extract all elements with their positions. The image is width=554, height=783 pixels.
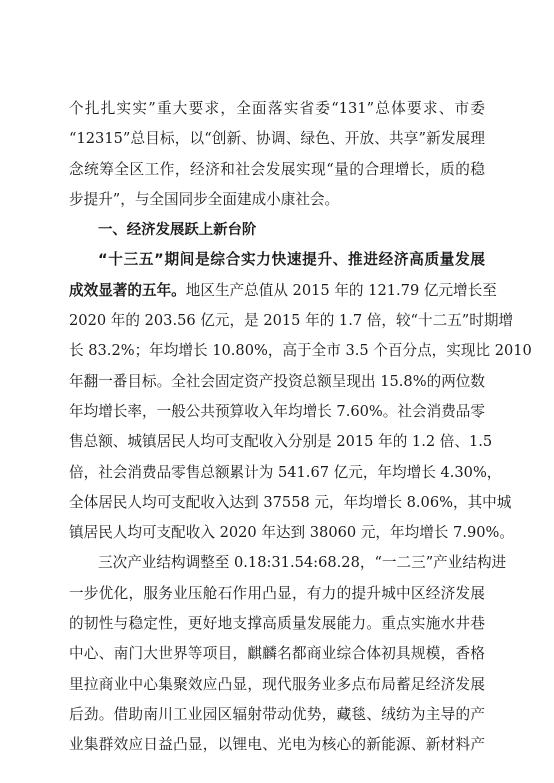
text-run: 地区生产总值从 2015 年的 121.79 亿元增长至 [185,281,497,299]
text-line: “12315”总目标，以“创新、协调、绿色、开放、共享”新发展理 [69,130,485,148]
text-line: 2020 年的 203.56 亿元，是 2015 年的 1.7 倍，较“十二五”时期增 [69,312,514,330]
text-line: 倍，社会消费品零售总额累计为 541.67 亿元，年均增长 4.30%， [69,463,502,481]
text-line: 中心、南门大世界等项目，麒麟名都商业综合体初具规模，香格 [69,645,485,663]
text-line: 镇居民人均可支配收入 2020 年达到 38060 元，年均增长 7.90%。 [69,524,514,542]
text-line: 步提升”，与全国同步全面建成小康社会。 [69,190,340,208]
text-line: 的韧性与稳定性，更好地支撑高质量发展能力。重点实施水井巷 [69,615,485,633]
text-line: 年翻一番目标。全社会固定资产投资总额呈现出 15.8%的两位数 [69,372,485,390]
text-line-bold: “十三五”期间是综合实力快速提升、推进经济高质量发展 [98,251,485,269]
text-line: 三次产业结构调整至 0.18:31.54:68.28，“一二三”产业结构进 [98,554,507,572]
document-body [69,94,532,761]
text-line: 后劲。借助南川工业园区辐射带动优势，藏毯、绒纺为主导的产 [69,705,485,723]
text-line: 业集群效应日益凸显，以锂电、光电为核心的新能源、新材料产 [69,736,485,754]
text-line: 年均增长率，一般公共预算收入年均增长 7.60%。社会消费品零 [69,402,485,420]
text-line: 念统筹全区工作，经济和社会发展实现“量的合理增长，质的稳 [69,160,485,178]
text-line: 全体居民人均可支配收入达到 37558 元，年均增长 8.06%，其中城 [69,493,512,511]
text-line: 里拉商业中心集聚效应凸显，现代服务业多点布局蓄足经济发展 [69,675,485,693]
text-line-mixed [69,276,497,306]
paragraph-intro [69,94,485,215]
paragraph-industry [69,548,507,760]
text-line: 售总额、城镇居民人均可支配收入分别是 2015 年的 1.2 倍、1.5 [69,433,493,451]
section-heading: 一、经济发展跃上新台阶 [98,222,257,239]
bold-lead-text: 成效显著的五年。 [69,281,186,299]
text-line: 一步优化，服务业压舱石作用凸显，有力的提升城中区经济发展 [69,584,485,602]
paragraph-economy [69,245,532,548]
text-line: 长 83.2%；年均增长 10.80%，高于全市 3.5 个百分点，实现比 2010 [69,342,532,360]
text-line: 个扎扎实实”重大要求，全面落实省委“131”总体要求、市委 [69,100,485,117]
